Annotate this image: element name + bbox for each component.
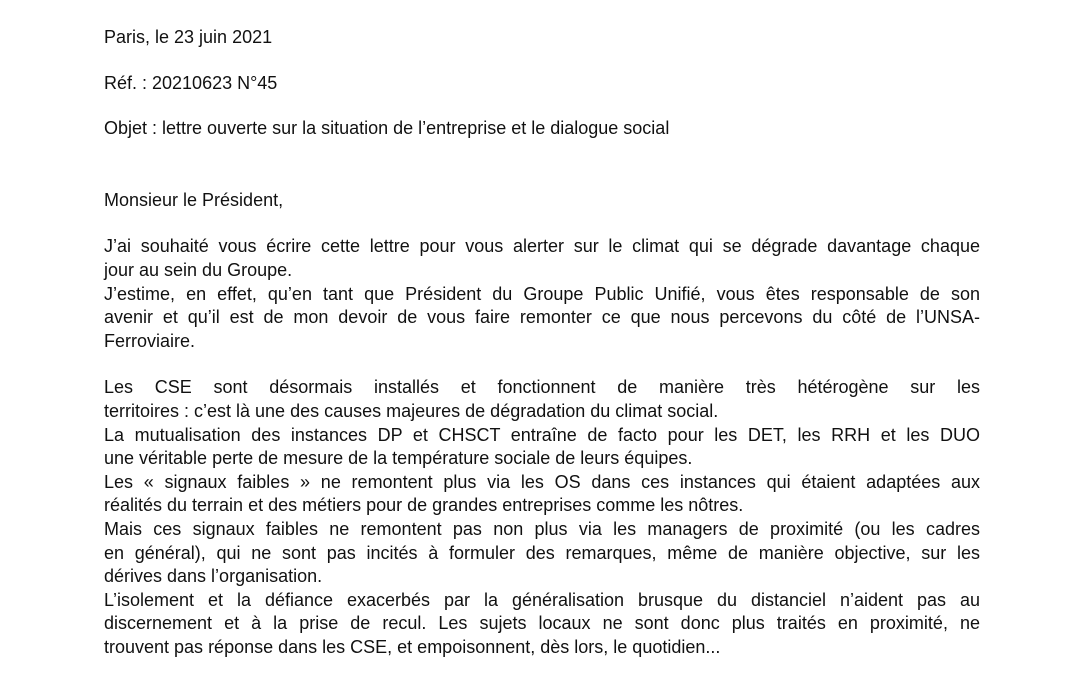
paragraph-6 [104,518,980,589]
paragraph-line: dérives dans l’organisation. [104,566,323,587]
paragraph-line: jour au sein du Groupe. [104,259,293,280]
paragraph-line: L’isolement et la défiance exacerbés par la généralisation brusque du distanciel n’aident pas au [104,589,980,610]
paragraph-line: Les « signaux faibles » ne remontent plus via les OS dans ces instances qui étaient adaptées aux [104,471,980,492]
paragraph-4 [104,424,980,471]
paragraph-7 [104,589,980,660]
subject-line: Objet : lettre ouverte sur la situation de l’entreprise et le dialogue social [104,118,670,139]
paragraph-line: réalités du terrain et des métiers pour de grandes entreprises comme les nôtres. [104,495,744,516]
paragraph-2 [104,283,980,354]
paragraph-line: en général), qui ne sont pas incités à formuler des remarques, même de manière objective, sur les [104,542,980,563]
salutation: Monsieur le Président, [104,189,284,210]
paragraph-line: une véritable perte de mesure de la température sociale de leurs équipes. [104,448,693,469]
paragraph-3 [104,376,980,423]
paragraph-5 [104,471,980,518]
paragraph-line: Les CSE sont désormais installés et fonctionnent de manière très hétérogène sur les [104,377,980,398]
paragraph-line: J’ai souhaité vous écrire cette lettre pour vous alerter sur le climat qui se dégrade davantage chaque [104,236,980,257]
paragraph-line: Ferroviaire. [104,330,196,351]
paragraph-line: Mais ces signaux faibles ne remontent pas non plus via les managers de proximité (ou les cadres [104,518,980,539]
paragraph-1 [104,235,980,282]
paragraph-line: avenir et qu’il est de mon devoir de vous faire remonter ce que nous percevons du côté de l’UNSA- [104,307,980,328]
paragraph-line: J’estime, en effet, qu’en tant que Président du Groupe Public Unifié, vous êtes responsable de son [104,283,980,304]
paragraph-line: territoires : c’est là une des causes majeures de dégradation du climat social. [104,400,719,421]
paragraph-line: discernement et à la prise de recul. Les sujets locaux ne sont donc plus traités en proximité, ne [104,613,980,634]
date-line: Paris, le 23 juin 2021 [104,27,273,47]
paragraph-line: La mutualisation des instances DP et CHSCT entraîne de facto pour les DET, les RRH et les DUO [104,424,980,445]
paragraph-line: trouvent pas réponse dans les CSE, et empoisonnent, dès lors, le quotidien... [104,636,721,657]
letter-page [104,26,980,659]
reference-line: Réf. : 20210623 N°45 [104,72,278,93]
